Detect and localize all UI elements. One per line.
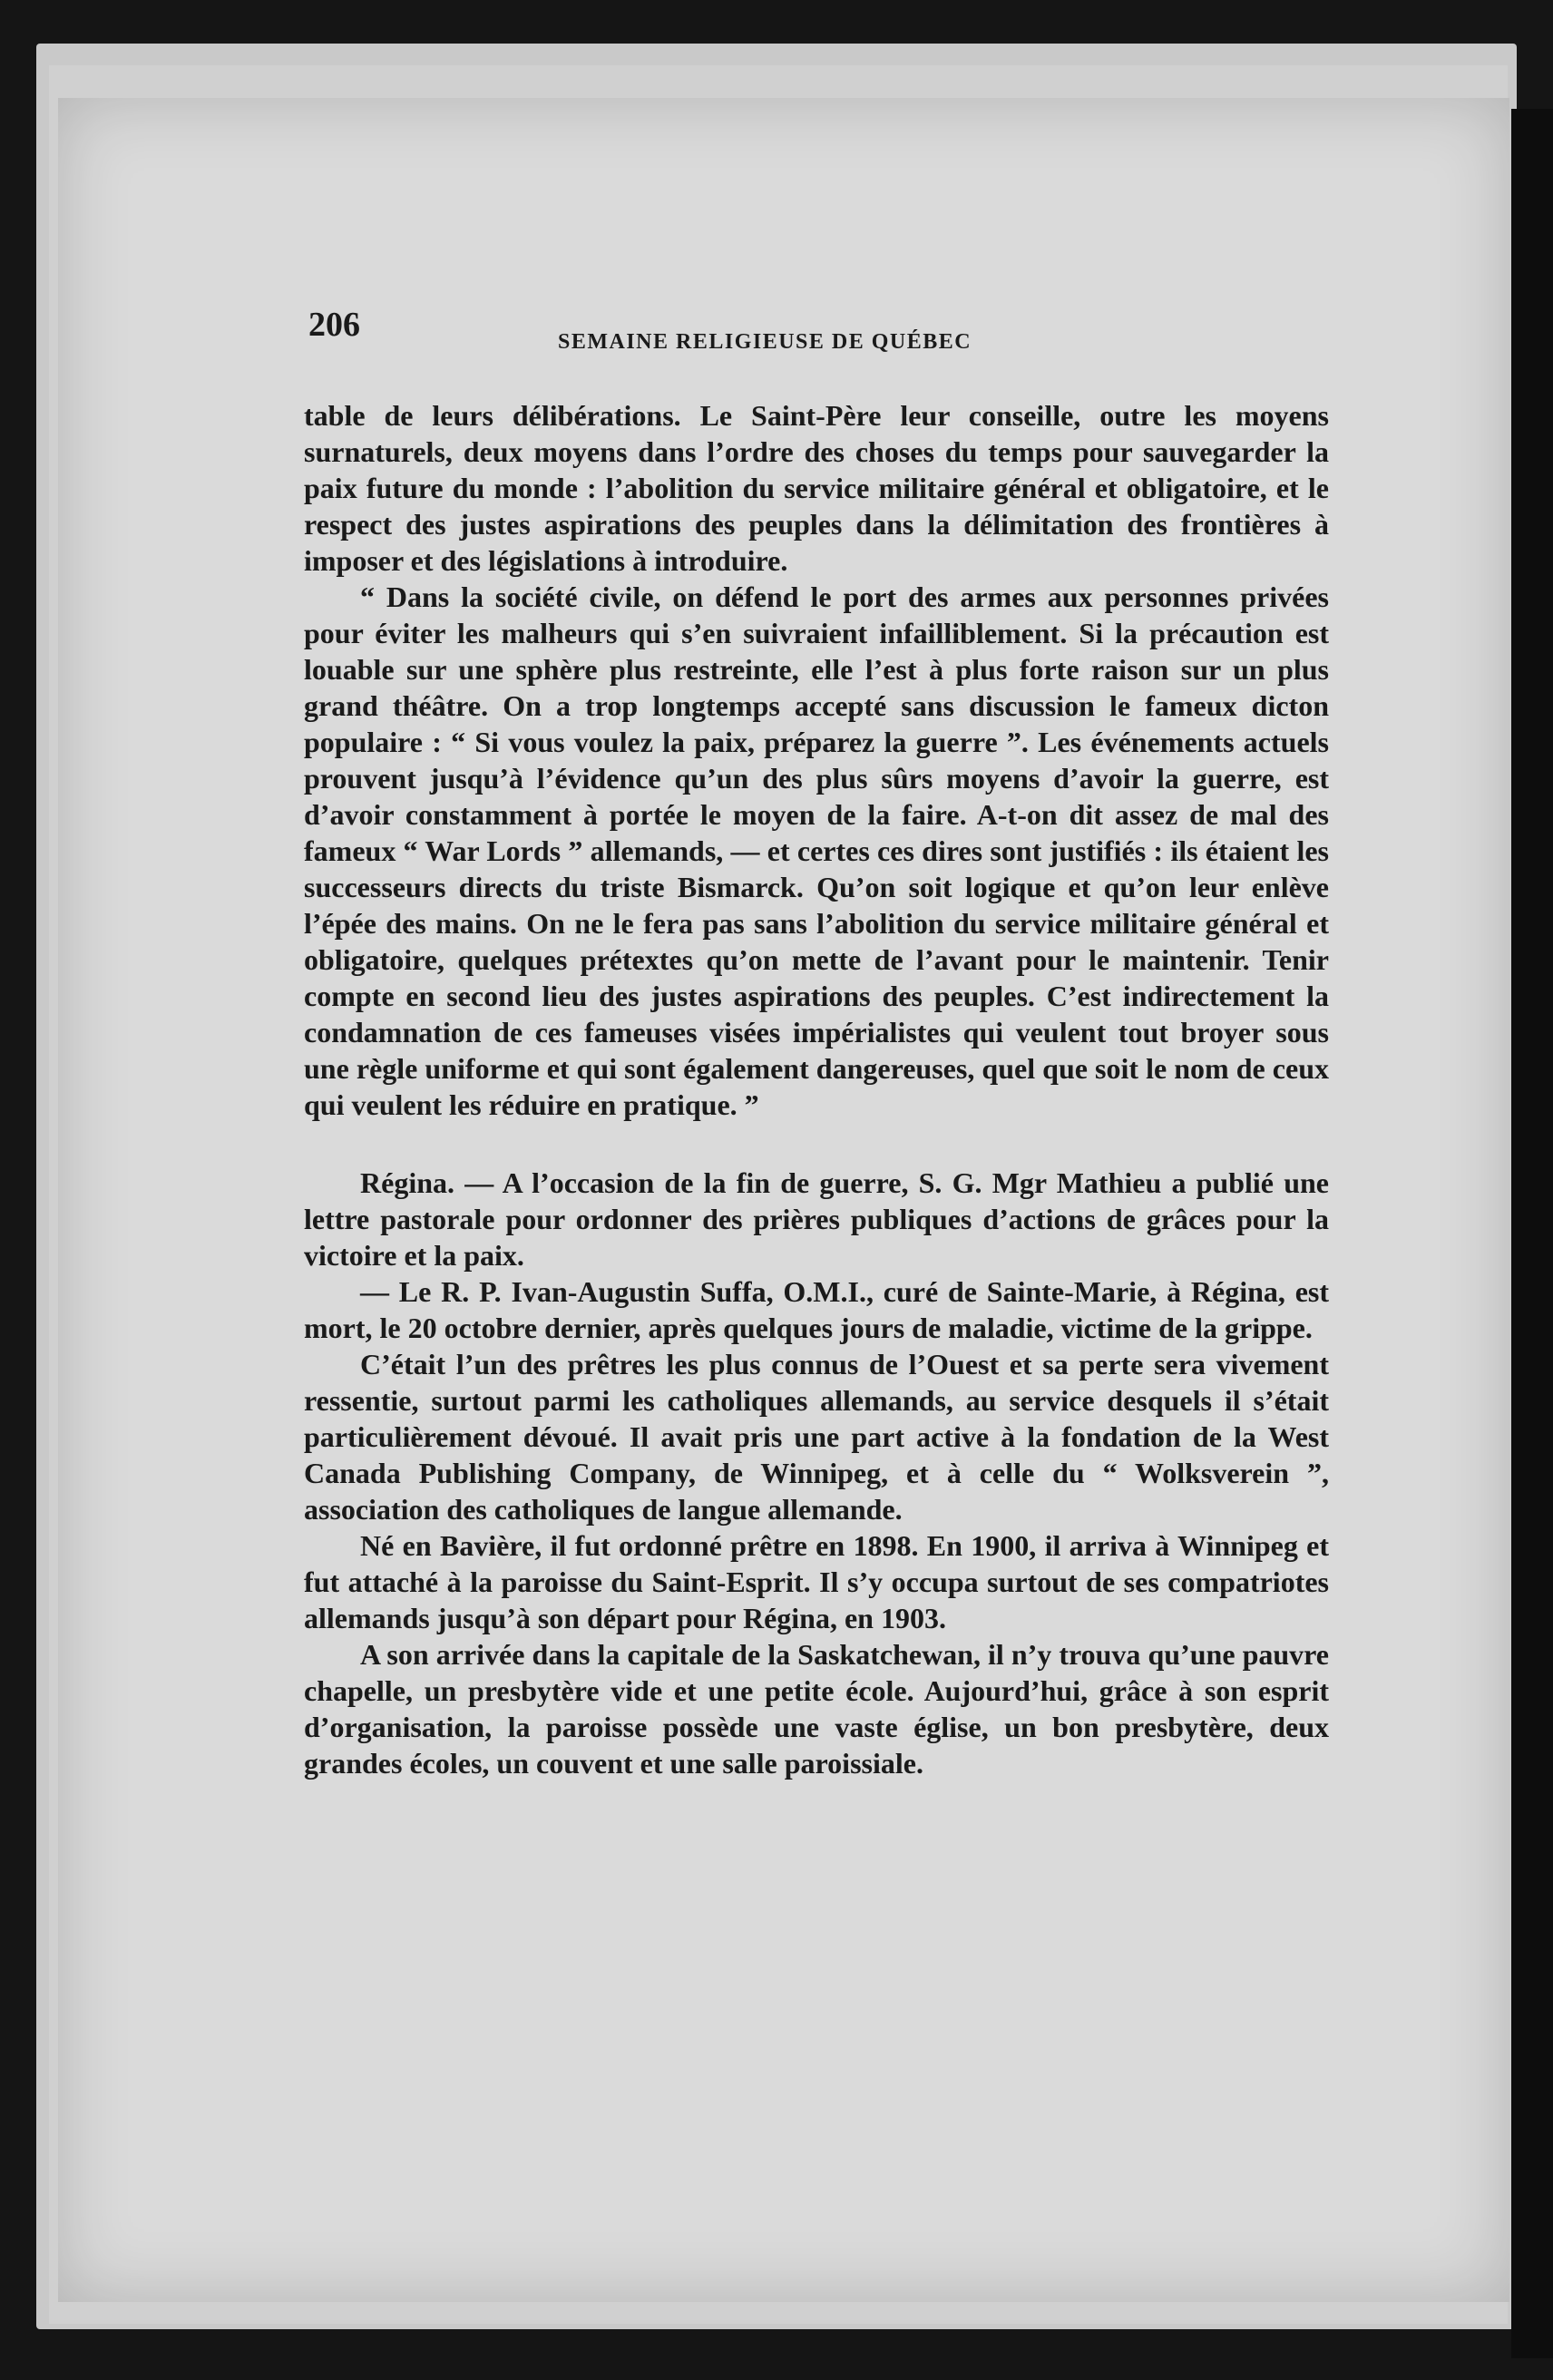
paragraph-biography: C’était l’un des prêtres les plus connus de l’Ouest et sa perte sera vivement ressentie, surtout parmi les catholiques allemands, au service desquels il s’était particulièrement dévoué. Il avait pris une part active à la fondation de la West Canada Publishing Company, de Winnipeg, et à celle du “ Wolksverein ”, association des catholiques de langue allemande. — [304, 1348, 1329, 1526]
paragraph-career: Né en Bavière, il fut ordonné prêtre en 1898. En 1900, il arriva à Winnipeg et fut attaché à la paroisse du Saint-Esprit. Il s’y occupa surtout de ses compatriotes allemands jusqu’à son départ pour Régina, en 1903. — [304, 1529, 1329, 1634]
body-text — [304, 397, 1329, 1781]
paragraph-regina-text: — A l’occasion de la fin de guerre, S. G. Mgr Mathieu a publié une lettre pastorale pour ordonner des prières publiques d’actions de grâces pour la victoire et la paix. — [304, 1166, 1329, 1272]
running-head: SEMAINE RELIGIEUSE DE QUÉBEC — [558, 330, 972, 354]
page-number: 206 — [308, 306, 360, 344]
paragraph-continuation: table de leurs délibérations. Le Saint-Père leur conseille, outre les moyens surnaturels, deux moyens dans l’ordre des choses du temps pour sauvegarder la paix future du monde : l’abolition du service militaire général et obligatoire, et le respect des justes aspirations des peuples dans la délimitation des frontières à imposer et des législations à introduire. — [304, 399, 1329, 577]
paragraph-quotation: “ Dans la société civile, on défend le port des armes aux personnes privées pour éviter les malheurs qui s’en suivraient infailliblement. Si la précaution est louable sur une sphère plus restreinte, elle l’est à plus forte raison sur un plus grand théâtre. On a trop longtemps accepté sans discussion le fameux dicton populaire : “ Si vous voulez la paix, préparez la guerre ”. Les événements actuels prouvent jusqu’à l’évidence qu’un des plus sûrs moyens d’avoir la guerre, est d’avoir constamment à portée le moyen de la faire. A-t-on dit assez de mal des fameux “ War Lords ” allemands, — et certes ces dires sont justifiés : ils étaient les successeurs directs du triste Bismarck. Qu’on soit logique et qu’on leur enlève l’épée des mains. On ne le fera pas sans l’abolition du service militaire général et obligatoire, quelques prétextes qu’on mette de l’avant pour le maintenir. Tenir compte en second lieu des justes aspirations des peuples. C’est indirectement la condamnation de ces fameuses visées impérialistes qui veulent tout broyer sous une règle uniforme et qui sont également dangereuses, quel que soit le nom de ceux qui veulent les réduire en pratique. ” — [304, 580, 1329, 1121]
paragraph-legacy: A son arrivée dans la capitale de la Saskatchewan, il n’y trouva qu’une pauvre chapelle, un presbytère vide et une petite école. Aujourd’hui, grâce à son esprit d’organisation, la paroisse possède une vaste église, un bon presbytère, deux grandes écoles, un couvent et une salle paroissiale. — [304, 1638, 1329, 1780]
section-lead-regina: Régina. — [360, 1166, 454, 1199]
paragraph-regina-news — [304, 1165, 1329, 1273]
paragraph-obituary: — Le R. P. Ivan-Augustin Suffa, O.M.I., curé de Sainte-Marie, à Régina, est mort, le 20 octobre dernier, après quelques jours de maladie, victime de la grippe. — [304, 1275, 1329, 1344]
